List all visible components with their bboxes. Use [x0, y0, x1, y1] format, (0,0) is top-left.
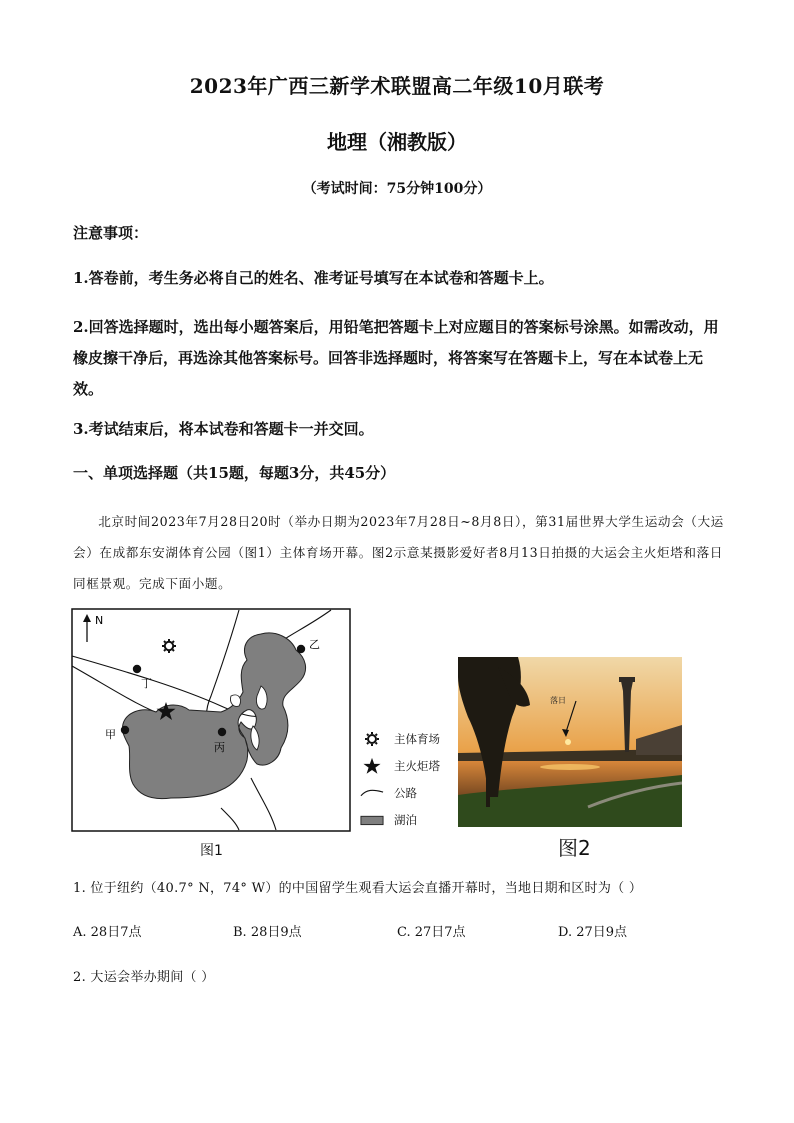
road-icon: [360, 787, 384, 799]
point-ding: [133, 665, 141, 673]
question-intro: 北京时间2023年7月28日20时（举办日期为2023年7月28日~8月8日），第31届世界大学生运动会（大运会）在成都东安湖体育公园（图1）主体育场开幕。图2示意某摄影爱好者8月13日拍摄的大运会主火炬塔和落日同框景观。完成下面小题。: [73, 514, 724, 591]
point-bing: [218, 728, 226, 736]
exam-time: （考试时间：75分钟100分）: [302, 181, 492, 197]
legend-item-stadium: [360, 729, 440, 749]
question-2-stem: 2. 大运会举办期间（ ）: [73, 970, 215, 985]
label-bing: 丙: [214, 741, 225, 754]
question-1-option-b[interactable]: B. 28日9点: [233, 925, 302, 940]
label-yi: 乙: [309, 638, 320, 651]
notice-item-3: 3.考试结束后，将本试卷和答题卡一并交回。: [73, 420, 374, 438]
point-yi: [297, 645, 305, 653]
question-1-stem: 1. 位于纽约（40.7° N，74° W）的中国留学生观看大运会直播开幕时，当地日期和区时为（ ）: [73, 881, 643, 896]
section-heading: 一、单项选择题（共15题，每题3分，共45分）: [73, 464, 396, 482]
subject-title: 地理（湘教版）: [327, 130, 467, 154]
lake-icon: [360, 814, 384, 826]
legend-item-torch: [360, 756, 440, 776]
point-jia: [121, 726, 129, 734]
legend-label: 主火炬塔: [394, 759, 440, 773]
exam-title: 2023年广西三新学术联盟高二年级10月联考: [189, 74, 605, 98]
map-figure-1: [71, 608, 351, 832]
notice-item-1: 1.答卷前，考生务必将自己的姓名、准考证号填写在本试卷和答题卡上。: [73, 269, 554, 287]
sun-label: 落日: [550, 696, 566, 705]
sunset-photo-figure-2: [458, 657, 682, 827]
legend-item-lake: [360, 810, 417, 830]
notice-item-2: 2.回答选择题时，选出每小题答案后，用铅笔把答题卡上对应题目的答案标号涂黑。如需改动，用橡皮擦干净后，再选涂其他答案标号。回答非选择题时，将答案写在答题卡上，写在本试卷上无效。: [73, 318, 719, 398]
label-ding: 丁: [141, 677, 152, 690]
legend-item-road: [360, 783, 417, 803]
question-1-option-d[interactable]: D. 27日9点: [558, 925, 628, 940]
stadium-icon: [364, 731, 380, 747]
question-1-option-a[interactable]: A. 28日7点: [73, 925, 142, 940]
sun-disc: [565, 739, 571, 745]
notice-heading: 注意事项：: [73, 224, 149, 242]
legend-label: 公路: [394, 786, 417, 800]
figure-1-caption: 图1: [200, 843, 223, 859]
north-label: N: [95, 614, 104, 627]
star-icon: [363, 757, 381, 775]
figure-2-caption: 图2: [558, 836, 591, 860]
legend-label: 湖泊: [394, 813, 417, 827]
legend-label: 主体育场: [394, 732, 440, 746]
map-legend: [360, 725, 470, 835]
label-jia: 甲: [105, 728, 116, 741]
question-1-option-c[interactable]: C. 27日7点: [397, 925, 466, 940]
